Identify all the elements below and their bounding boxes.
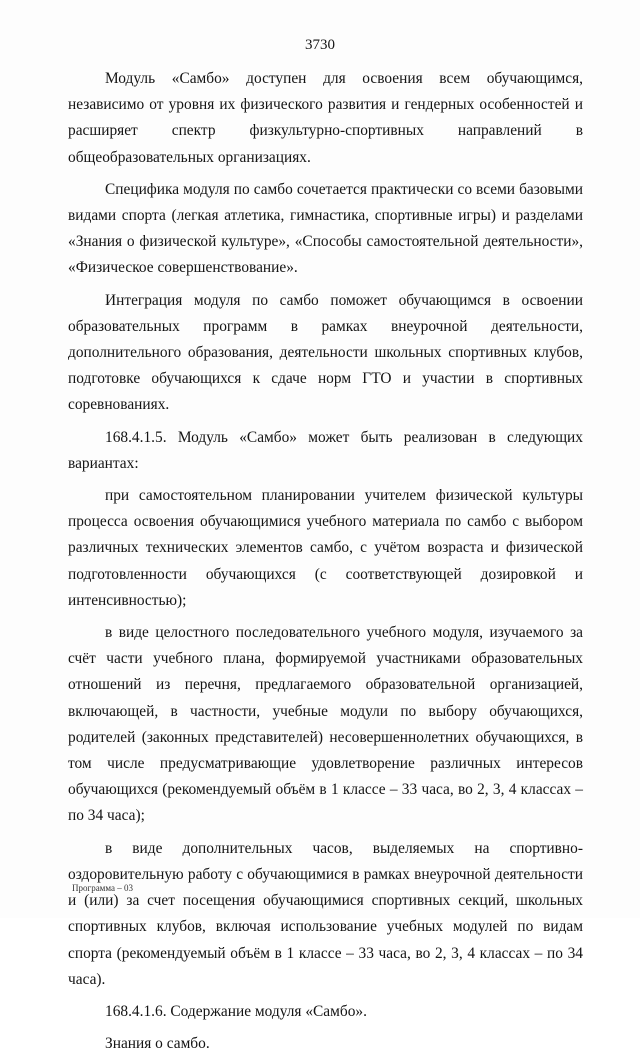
section-heading: 168.4.1.6. Содержание модуля «Самбо».: [105, 1002, 367, 1020]
page-footer: Программа – 03: [72, 883, 134, 893]
paragraph: Интеграция модуля по самбо поможет обучающимся в освоении образовательных программ в рамках внеурочной деятельности, дополнительного образования, деятельности школьных спортивных клубов, подготовке обучающихся к сдаче норм ГТО и участии в спортивных соревнованиях.: [68, 291, 583, 414]
list-item: в виде дополнительных часов, выделяемых на спортивно-оздоровительную работу с обучающимися в рамках внеурочной деятельности и (или) за счет посещения обучающимися спортивных секций, школьных спортивных клубов, включая использование учебных модулей по видам спорта (рекомендуемый объём в 1 классе – 33 часа, во 2, 3, 4 классах – по 34 часа).: [68, 839, 583, 988]
document-body: [68, 66, 583, 1063]
list-item: в виде целостного последовательного учебного модуля, изучаемого за счёт части учебного плана, формируемой участниками образовательных отношений из перечня, предлагаемого образовательной организацией, включающей, в частности, учебные модули по выбору обучающихся, родителей (законных представителей) несовершеннолетних обучающихся, в том числе предусматривающие удовлетворение различных интересов обучающихся (рекомендуемый объём в 1 классе – 33 часа, во 2, 3, 4 классах – по 34 часа);: [68, 624, 583, 825]
page-number: 3730: [305, 37, 335, 53]
subsection-heading: Знания о самбо.: [105, 1035, 210, 1053]
paragraph: Модуль «Самбо» доступен для освоения всем обучающимся, независимо от уровня их физического развития и гендерных особенностей и расширяет спектр физкультурно-спортивных направлений в общеобразовательных организациях.: [68, 70, 583, 166]
list-item: при самостоятельном планировании учителем физической культуры процесса освоения обучающимися учебного материала по самбо с выбором различных технических элементов самбо, с учётом возраста и физической подготовленности обучающихся (с соответствующей дозировкой и интенсивностью);: [68, 487, 583, 609]
paragraph: Специфика модуля по самбо сочетается практически со всеми базовыми видами спорта (легкая атлетика, гимнастика, спортивные игры) и разделами «Знания о физической культуре», «Способы самостоятельной деятельности», «Физическое совершенствование».: [68, 180, 583, 277]
section-heading: 168.4.1.5. Модуль «Самбо» может быть реализован в следующих вариантах:: [68, 428, 583, 472]
